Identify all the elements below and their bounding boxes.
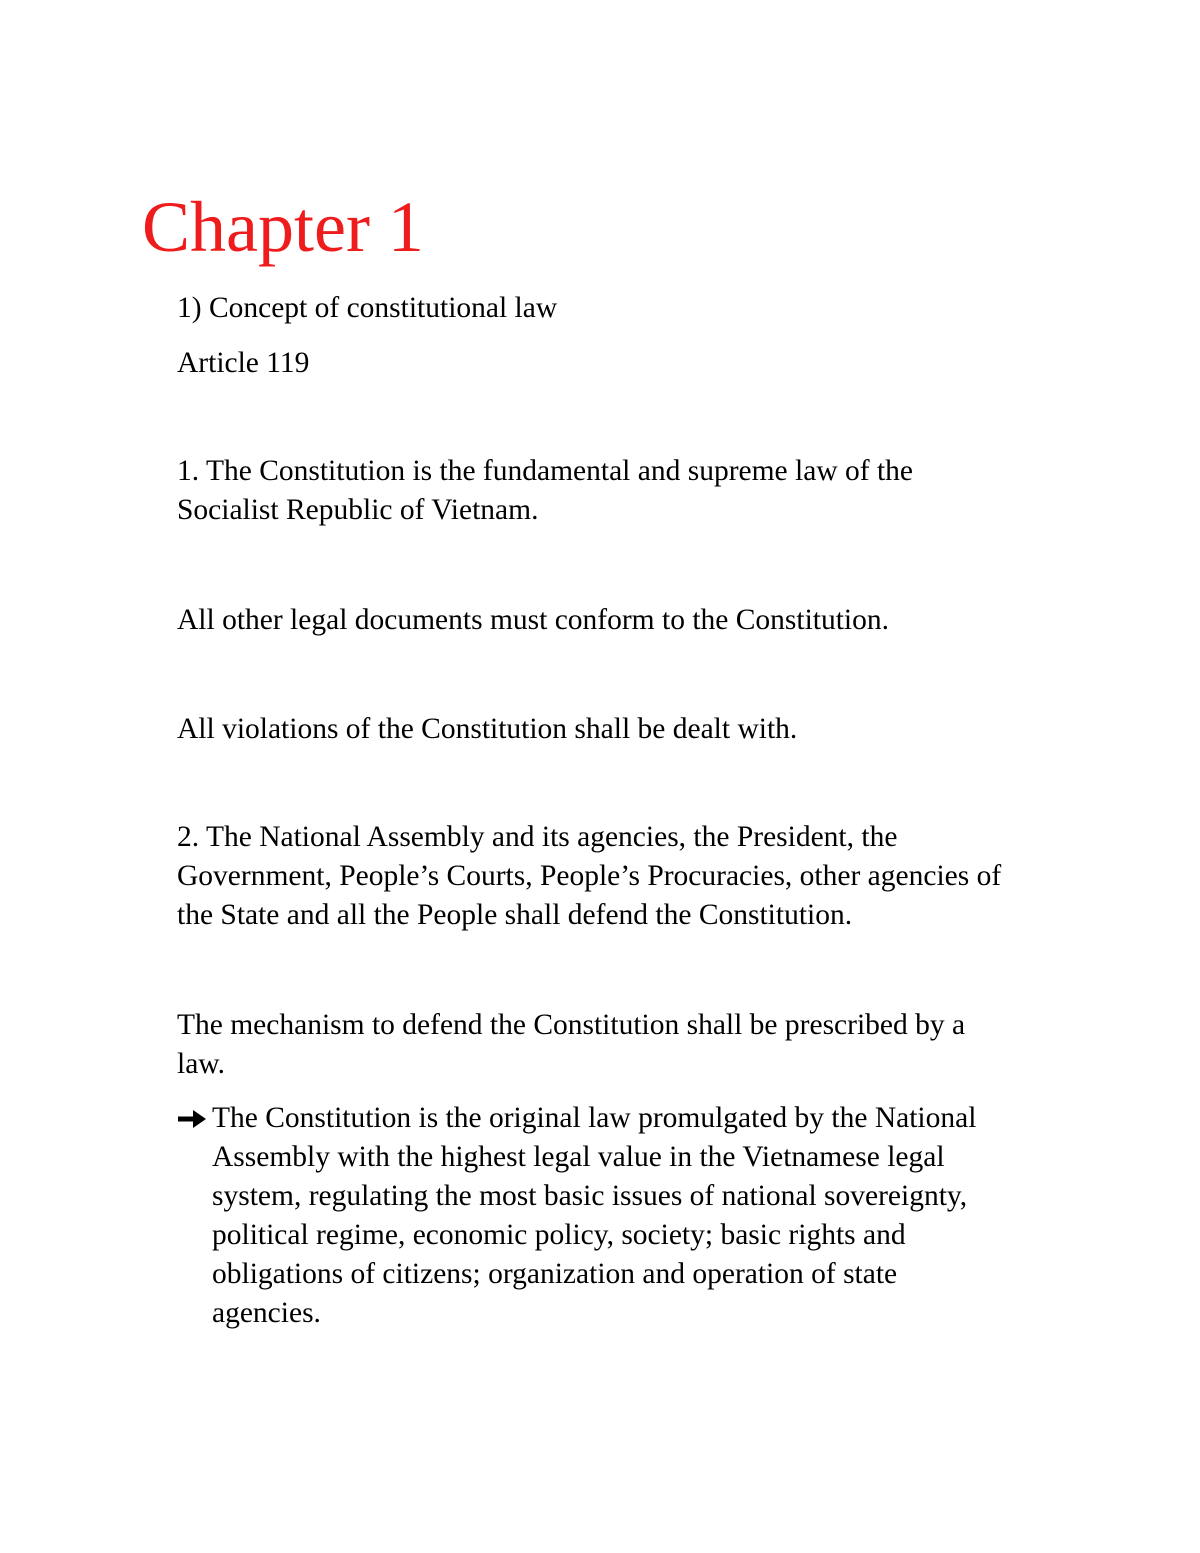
mechanism-line-1: The mechanism to defend the Constitution shall be prescribed by a <box>177 1009 966 1041</box>
chapter-title: Chapter 1 <box>142 187 424 267</box>
conclusion-line-4: political regime, economic policy, society; basic rights and <box>212 1219 906 1251</box>
clause-2-line-3: the State and all the People shall defend the Constitution. <box>177 899 853 931</box>
mechanism-line-2: law. <box>177 1048 226 1080</box>
conclusion-line-6: agencies. <box>212 1297 321 1329</box>
clause-1-line-1: 1. The Constitution is the fundamental and supreme law of the <box>177 455 913 487</box>
conclusion-line-5: obligations of citizens; organization and operation of state <box>212 1258 898 1290</box>
clause-1-line-2: Socialist Republic of Vietnam. <box>177 494 539 526</box>
conclusion-line-1: The Constitution is the original law promulgated by the National <box>212 1102 977 1134</box>
conclusion-line-2: Assembly with the highest legal value in the Vietnamese legal <box>212 1141 945 1173</box>
clause-2-line-2: Government, People’s Courts, People’s Procuracies, other agencies of <box>177 860 1002 892</box>
arrow-right-icon <box>177 1107 207 1131</box>
clause-2-line-1: 2. The National Assembly and its agencies, the President, the <box>177 821 898 853</box>
section-heading: 1) Concept of constitutional law <box>177 292 558 324</box>
conclusion-line-3: system, regulating the most basic issues of national sovereignty, <box>212 1180 968 1212</box>
conform-statement: All other legal documents must conform to the Constitution. <box>177 604 890 636</box>
article-label: Article 119 <box>177 347 310 379</box>
violations-statement: All violations of the Constitution shall be dealt with. <box>177 713 798 745</box>
